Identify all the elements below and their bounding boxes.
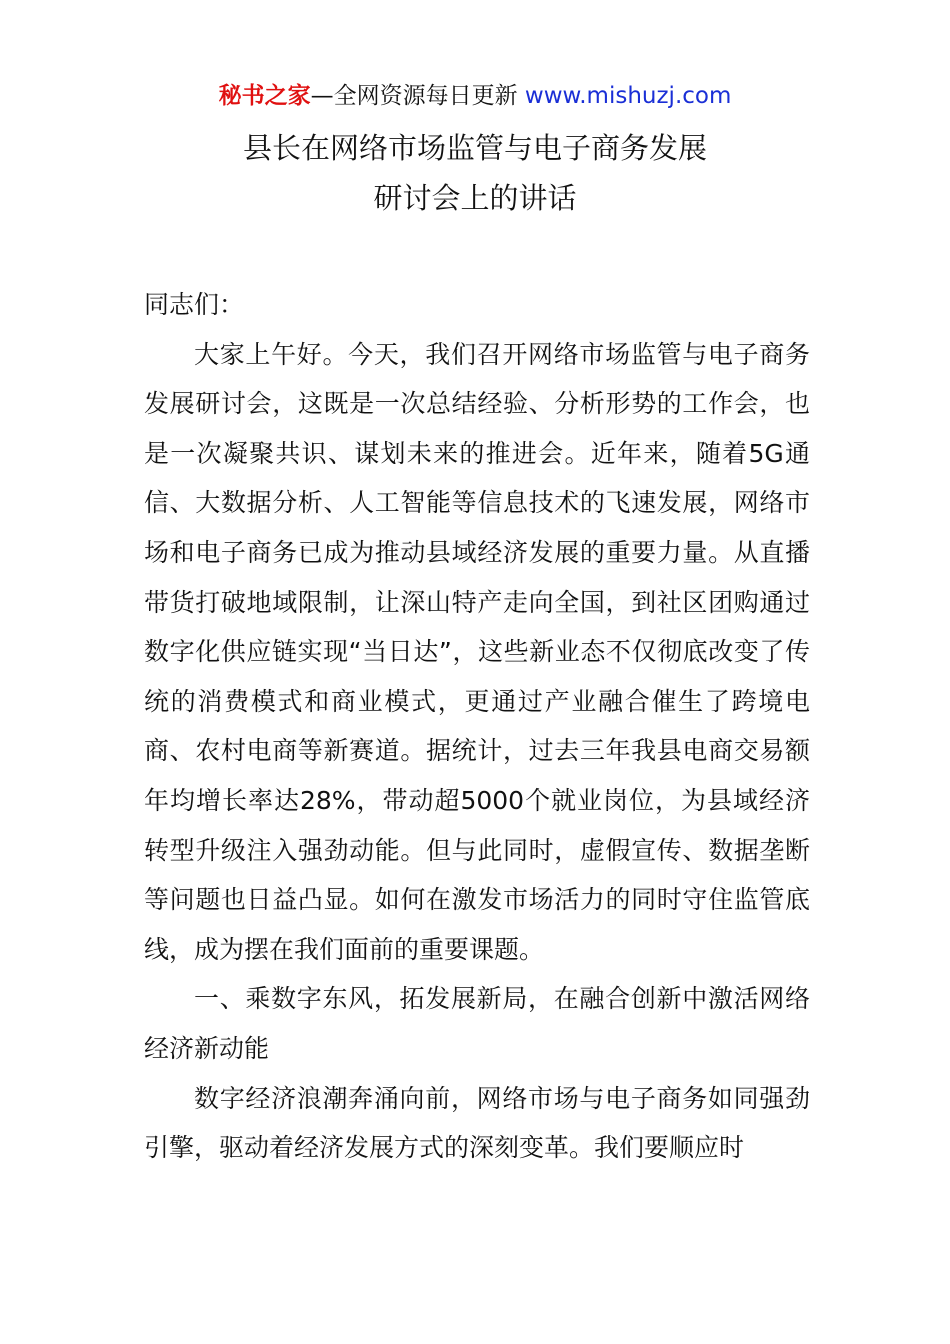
document-title-line-2: 研讨会上的讲话: [373, 181, 577, 215]
brand-name: 秘书之家: [218, 83, 311, 109]
site-header: [0, 80, 950, 112]
paragraph-section-1: 数字经济浪潮奔涌向前，网络市场与电子商务如同强劲引擎，驱动着经济发展方式的深刻变革。我们要顺应时: [144, 1083, 810, 1163]
document-body: [144, 280, 810, 1173]
paragraph-intro: 大家上午好。今天，我们召开网络市场监管与电子商务发展研讨会，这既是一次总结经验、分析形势的工作会，也是一次凝聚共识、谋划未来的推进会。近年来，随着5G通信、大数据分析、人工智能等信息技术的飞速发展，网络市场和电子商务已成为推动县域经济发展的重要力量。从直播带货打破地域限制，让深山特产走向全国，到社区团购通过数字化供应链实现“当日达”，这些新业态不仅彻底改变了传统的消费模式和商业模式，更通过产业融合催生了跨境电商、农村电商等新赛道。据统计，过去三年我县电商交易额年均增长率达28%，带动超5000个就业岗位，为县域经济转型升级注入强劲动能。但与此同时，虚假宣传、数据垄断等问题也日益凸显。如何在激发市场活力的同时守住监管底线，成为摆在我们面前的重要课题。: [144, 339, 810, 964]
document-title-line-1: 县长在网络市场监管与电子商务发展: [242, 131, 707, 165]
section-heading-1: 一、乘数字东风，拓发展新局，在融合创新中激活网络经济新动能: [144, 984, 810, 1063]
site-url-link[interactable]: www.mishuzj.com: [524, 83, 732, 109]
header-tagline: —全网资源每日更新: [310, 83, 518, 109]
salutation: 同志们：: [144, 290, 245, 319]
